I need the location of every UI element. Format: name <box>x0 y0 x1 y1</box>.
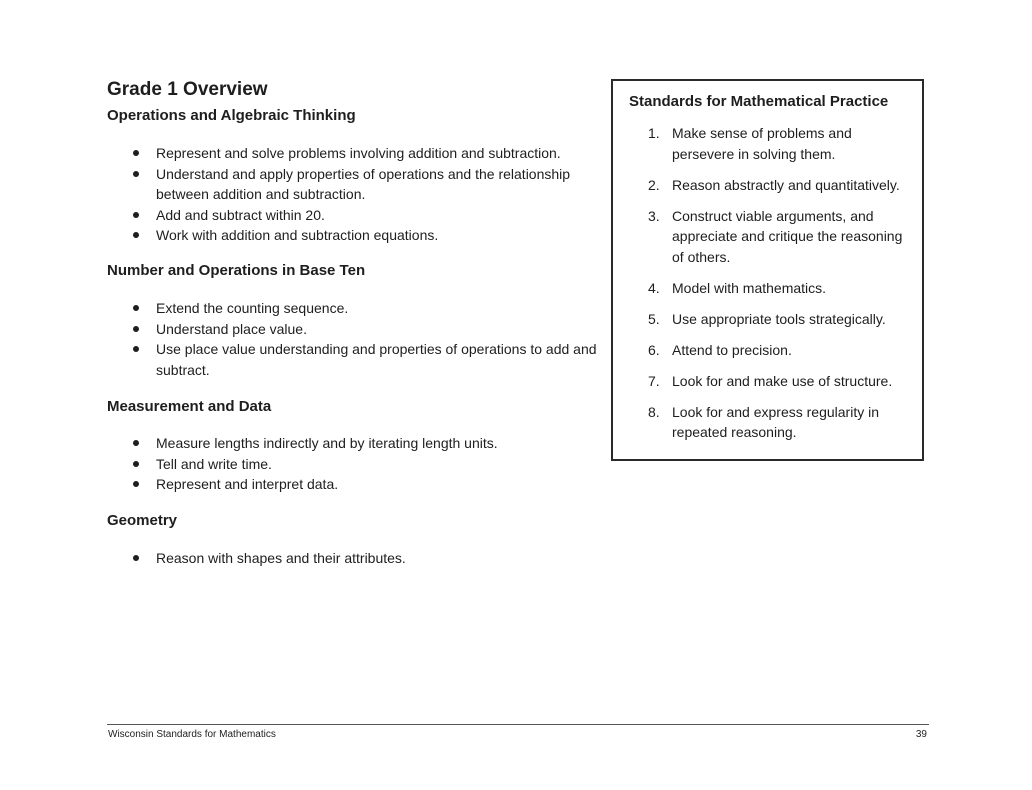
domain-list-measurement <box>107 433 597 495</box>
list-item: Tell and write time. <box>107 454 597 475</box>
list-item: Work with addition and subtraction equations. <box>107 225 597 246</box>
domain-list-operations <box>107 143 597 246</box>
list-item: Represent and solve problems involving addition and subtraction. <box>107 143 597 164</box>
domain-list-geometry <box>107 548 597 569</box>
list-item: Reason with shapes and their attributes. <box>107 548 597 569</box>
practice-item <box>613 206 913 268</box>
practices-title: Standards for Mathematical Practice <box>629 93 889 110</box>
domain-list-base-ten <box>107 298 597 380</box>
practice-item <box>613 175 913 196</box>
practice-item <box>613 278 913 299</box>
practice-text: Make sense of problems and persevere in solving them. <box>672 125 852 162</box>
list-item: Understand place value. <box>107 319 597 340</box>
list-item: Use place value understanding and properties of operations to add and subtract. <box>107 339 597 380</box>
practice-number: 6. <box>648 341 660 358</box>
footer-divider <box>107 724 929 725</box>
practice-item <box>613 371 913 392</box>
practice-text: Model with mathematics. <box>672 279 827 296</box>
footer-document-title: Wisconsin Standards for Mathematics <box>108 729 276 740</box>
practice-number: 4. <box>648 279 660 296</box>
practice-item <box>613 123 913 164</box>
list-item: Extend the counting sequence. <box>107 298 597 319</box>
practice-text: Attend to precision. <box>672 341 792 358</box>
practice-text: Construct viable arguments, and appreciate and critique the reasoning of others. <box>672 207 903 265</box>
practice-number: 5. <box>648 310 660 327</box>
practice-text: Use appropriate tools strategically. <box>672 310 886 327</box>
practice-text: Look for and express regularity in repeated reasoning. <box>672 403 879 440</box>
practice-text: Look for and make use of structure. <box>672 372 893 389</box>
domain-heading-base-ten: Number and Operations in Base Ten <box>107 262 366 279</box>
domain-heading-measurement: Measurement and Data <box>107 398 272 415</box>
practice-number: 7. <box>648 372 660 389</box>
practice-number: 1. <box>648 125 660 141</box>
practices-list <box>613 123 913 453</box>
practice-item <box>613 340 913 361</box>
domain-heading-geometry: Geometry <box>107 512 178 529</box>
page-title: Grade 1 Overview <box>107 79 268 100</box>
practice-text: Reason abstractly and quantitatively. <box>672 176 900 193</box>
list-item: Add and subtract within 20. <box>107 205 597 226</box>
practices-box <box>611 79 924 461</box>
practice-number: 2. <box>648 176 660 193</box>
list-item: Represent and interpret data. <box>107 474 597 495</box>
practice-item <box>613 402 913 443</box>
footer-page-number: 39 <box>915 729 927 740</box>
practice-item <box>613 309 913 330</box>
list-item: Measure lengths indirectly and by iterating length units. <box>107 433 597 454</box>
practice-number: 3. <box>648 207 660 224</box>
domain-heading-operations: Operations and Algebraic Thinking <box>107 107 356 124</box>
practice-number: 8. <box>648 403 660 420</box>
list-item: Understand and apply properties of operations and the relationship between addition and subtraction. <box>107 164 597 205</box>
